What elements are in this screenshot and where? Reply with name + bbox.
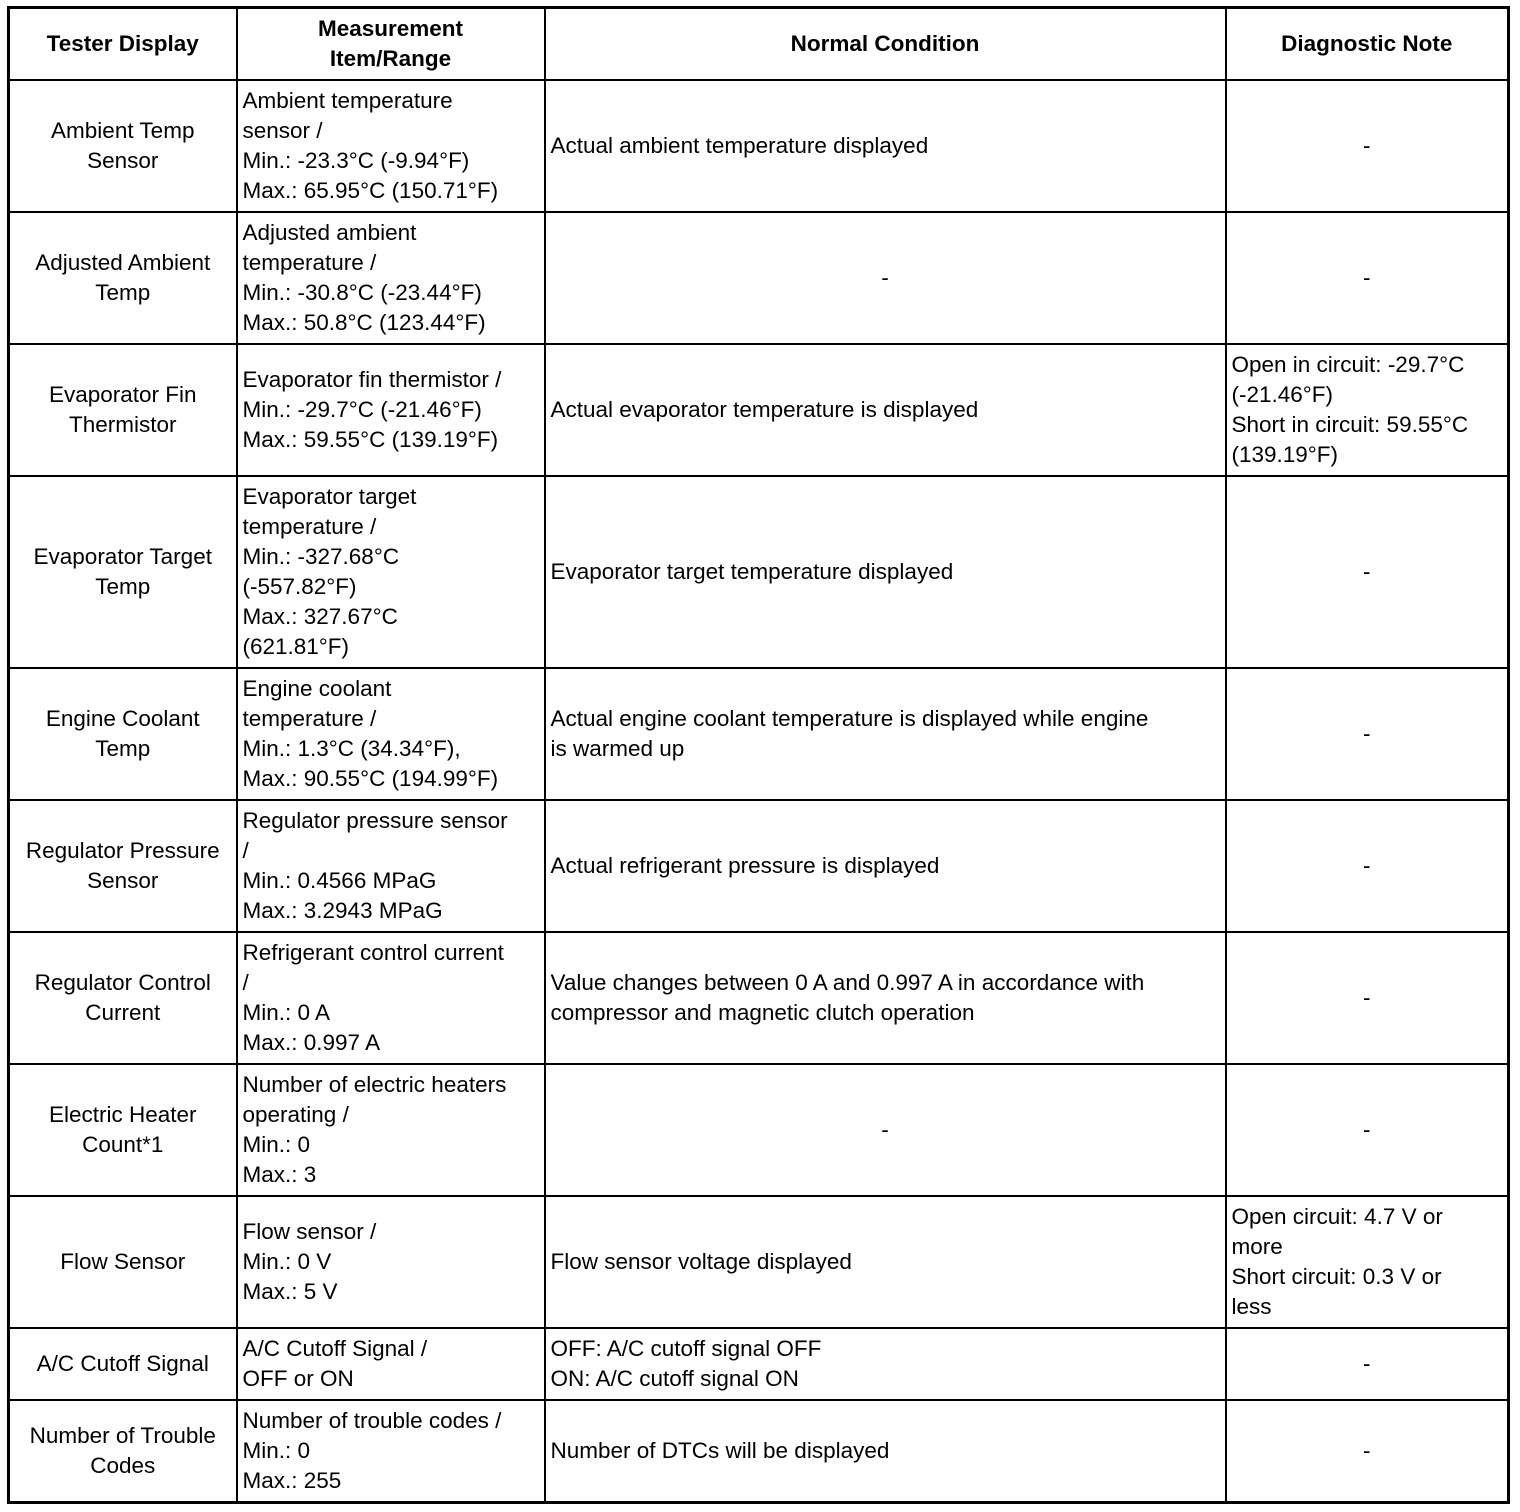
table-row	[9, 1064, 1509, 1196]
cell-measurement-range: Engine coolant temperature / Min.: 1.3°C (34.34°F), Max.: 90.55°C (194.99°F)	[237, 668, 545, 800]
cell-tester-display: Engine Coolant Temp	[9, 668, 237, 800]
table-body	[9, 80, 1509, 1503]
cell-normal-condition: -	[545, 212, 1226, 344]
cell-normal-condition: Actual evaporator temperature is displayed	[545, 344, 1226, 476]
table-row	[9, 1328, 1509, 1400]
cell-normal-condition: Actual refrigerant pressure is displayed	[545, 800, 1226, 932]
cell-tester-display: Adjusted Ambient Temp	[9, 212, 237, 344]
cell-diagnostic-note: -	[1226, 800, 1509, 932]
cell-diagnostic-note: Open in circuit: -29.7°C (-21.46°F) Short in circuit: 59.55°C (139.19°F)	[1226, 344, 1509, 476]
cell-tester-display: A/C Cutoff Signal	[9, 1328, 237, 1400]
table-row	[9, 212, 1509, 344]
cell-normal-condition: OFF: A/C cutoff signal OFF ON: A/C cutoff signal ON	[545, 1328, 1226, 1400]
data-list-table	[7, 6, 1510, 1504]
cell-measurement-range: A/C Cutoff Signal / OFF or ON	[237, 1328, 545, 1400]
cell-tester-display: Regulator Control Current	[9, 932, 237, 1064]
cell-tester-display: Number of Trouble Codes	[9, 1400, 237, 1503]
cell-normal-condition: Actual ambient temperature displayed	[545, 80, 1226, 212]
header-measurement-item-range: Measurement Item/Range	[237, 8, 545, 81]
cell-diagnostic-note: -	[1226, 476, 1509, 668]
cell-diagnostic-note: -	[1226, 80, 1509, 212]
cell-tester-display: Electric Heater Count*1	[9, 1064, 237, 1196]
cell-measurement-range: Flow sensor / Min.: 0 V Max.: 5 V	[237, 1196, 545, 1328]
table-row	[9, 668, 1509, 800]
cell-diagnostic-note: -	[1226, 1400, 1509, 1503]
cell-normal-condition: Number of DTCs will be displayed	[545, 1400, 1226, 1503]
cell-tester-display: Evaporator Target Temp	[9, 476, 237, 668]
table-row	[9, 344, 1509, 476]
table-row	[9, 1196, 1509, 1328]
cell-normal-condition: Actual engine coolant temperature is displayed while engine is warmed up	[545, 668, 1226, 800]
table-row	[9, 800, 1509, 932]
cell-measurement-range: Refrigerant control current / Min.: 0 A Max.: 0.997 A	[237, 932, 545, 1064]
table-row	[9, 1400, 1509, 1503]
cell-diagnostic-note: Open circuit: 4.7 V or more Short circuit: 0.3 V or less	[1226, 1196, 1509, 1328]
cell-normal-condition: Value changes between 0 A and 0.997 A in accordance with compressor and magnetic clutch operation	[545, 932, 1226, 1064]
table-row	[9, 80, 1509, 212]
cell-tester-display: Flow Sensor	[9, 1196, 237, 1328]
cell-diagnostic-note: -	[1226, 1328, 1509, 1400]
cell-normal-condition: -	[545, 1064, 1226, 1196]
table-header	[9, 8, 1509, 81]
header-diagnostic-note: Diagnostic Note	[1226, 8, 1509, 81]
cell-normal-condition: Evaporator target temperature displayed	[545, 476, 1226, 668]
cell-measurement-range: Evaporator target temperature / Min.: -327.68°C (-557.82°F) Max.: 327.67°C (621.81°F)	[237, 476, 545, 668]
cell-measurement-range: Number of trouble codes / Min.: 0 Max.: 255	[237, 1400, 545, 1503]
cell-measurement-range: Adjusted ambient temperature / Min.: -30.8°C (-23.44°F) Max.: 50.8°C (123.44°F)	[237, 212, 545, 344]
cell-measurement-range: Number of electric heaters operating / Min.: 0 Max.: 3	[237, 1064, 545, 1196]
cell-measurement-range: Evaporator fin thermistor / Min.: -29.7°C (-21.46°F) Max.: 59.55°C (139.19°F)	[237, 344, 545, 476]
table-row	[9, 476, 1509, 668]
header-row	[9, 8, 1509, 81]
cell-measurement-range: Ambient temperature sensor / Min.: -23.3°C (-9.94°F) Max.: 65.95°C (150.71°F)	[237, 80, 545, 212]
header-normal-condition: Normal Condition	[545, 8, 1226, 81]
cell-tester-display: Regulator Pressure Sensor	[9, 800, 237, 932]
cell-tester-display: Evaporator Fin Thermistor	[9, 344, 237, 476]
cell-tester-display: Ambient Temp Sensor	[9, 80, 237, 212]
cell-diagnostic-note: -	[1226, 668, 1509, 800]
table-row	[9, 932, 1509, 1064]
cell-diagnostic-note: -	[1226, 212, 1509, 344]
header-tester-display: Tester Display	[9, 8, 237, 81]
cell-diagnostic-note: -	[1226, 932, 1509, 1064]
cell-measurement-range: Regulator pressure sensor / Min.: 0.4566 MPaG Max.: 3.2943 MPaG	[237, 800, 545, 932]
cell-diagnostic-note: -	[1226, 1064, 1509, 1196]
cell-normal-condition: Flow sensor voltage displayed	[545, 1196, 1226, 1328]
